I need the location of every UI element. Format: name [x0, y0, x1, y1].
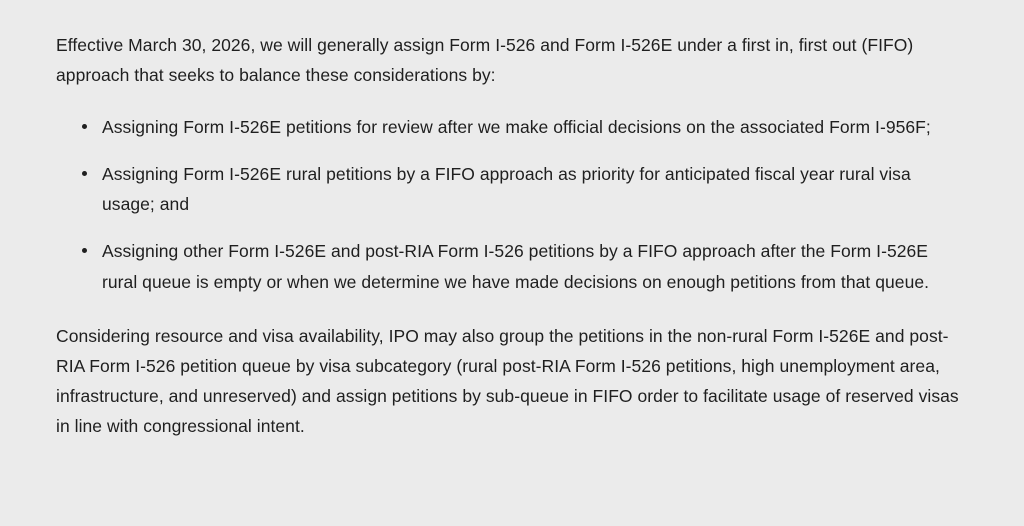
- list-item: Assigning Form I-526E petitions for review after we make official decisions on the associated Form I-956F;: [80, 112, 968, 142]
- consideration-list: [56, 112, 968, 296]
- list-item: Assigning Form I-526E rural petitions by a FIFO approach as priority for anticipated fiscal year rural visa usage; and: [80, 159, 968, 219]
- closing-paragraph: Considering resource and visa availability, IPO may also group the petitions in the non-rural Form I-526E and post-RIA Form I-526 petition queue by visa subcategory (rural post-RIA Form I-526 petitions, high unemployment area, infrastructure, and unreserved) and assign petitions by sub-queue in FIFO order to facilitate usage of reserved visas in line with congressional intent.: [56, 325, 959, 436]
- list-item: Assigning other Form I-526E and post-RIA Form I-526 petitions by a FIFO approach after the Form I-526E rural queue is empty or when we determine we have made decisions on enough petitions from that queue.: [80, 236, 968, 296]
- intro-paragraph: Effective March 30, 2026, we will generally assign Form I-526 and Form I-526E under a first in, first out (FIFO) approach that seeks to balance these considerations by:: [56, 35, 914, 86]
